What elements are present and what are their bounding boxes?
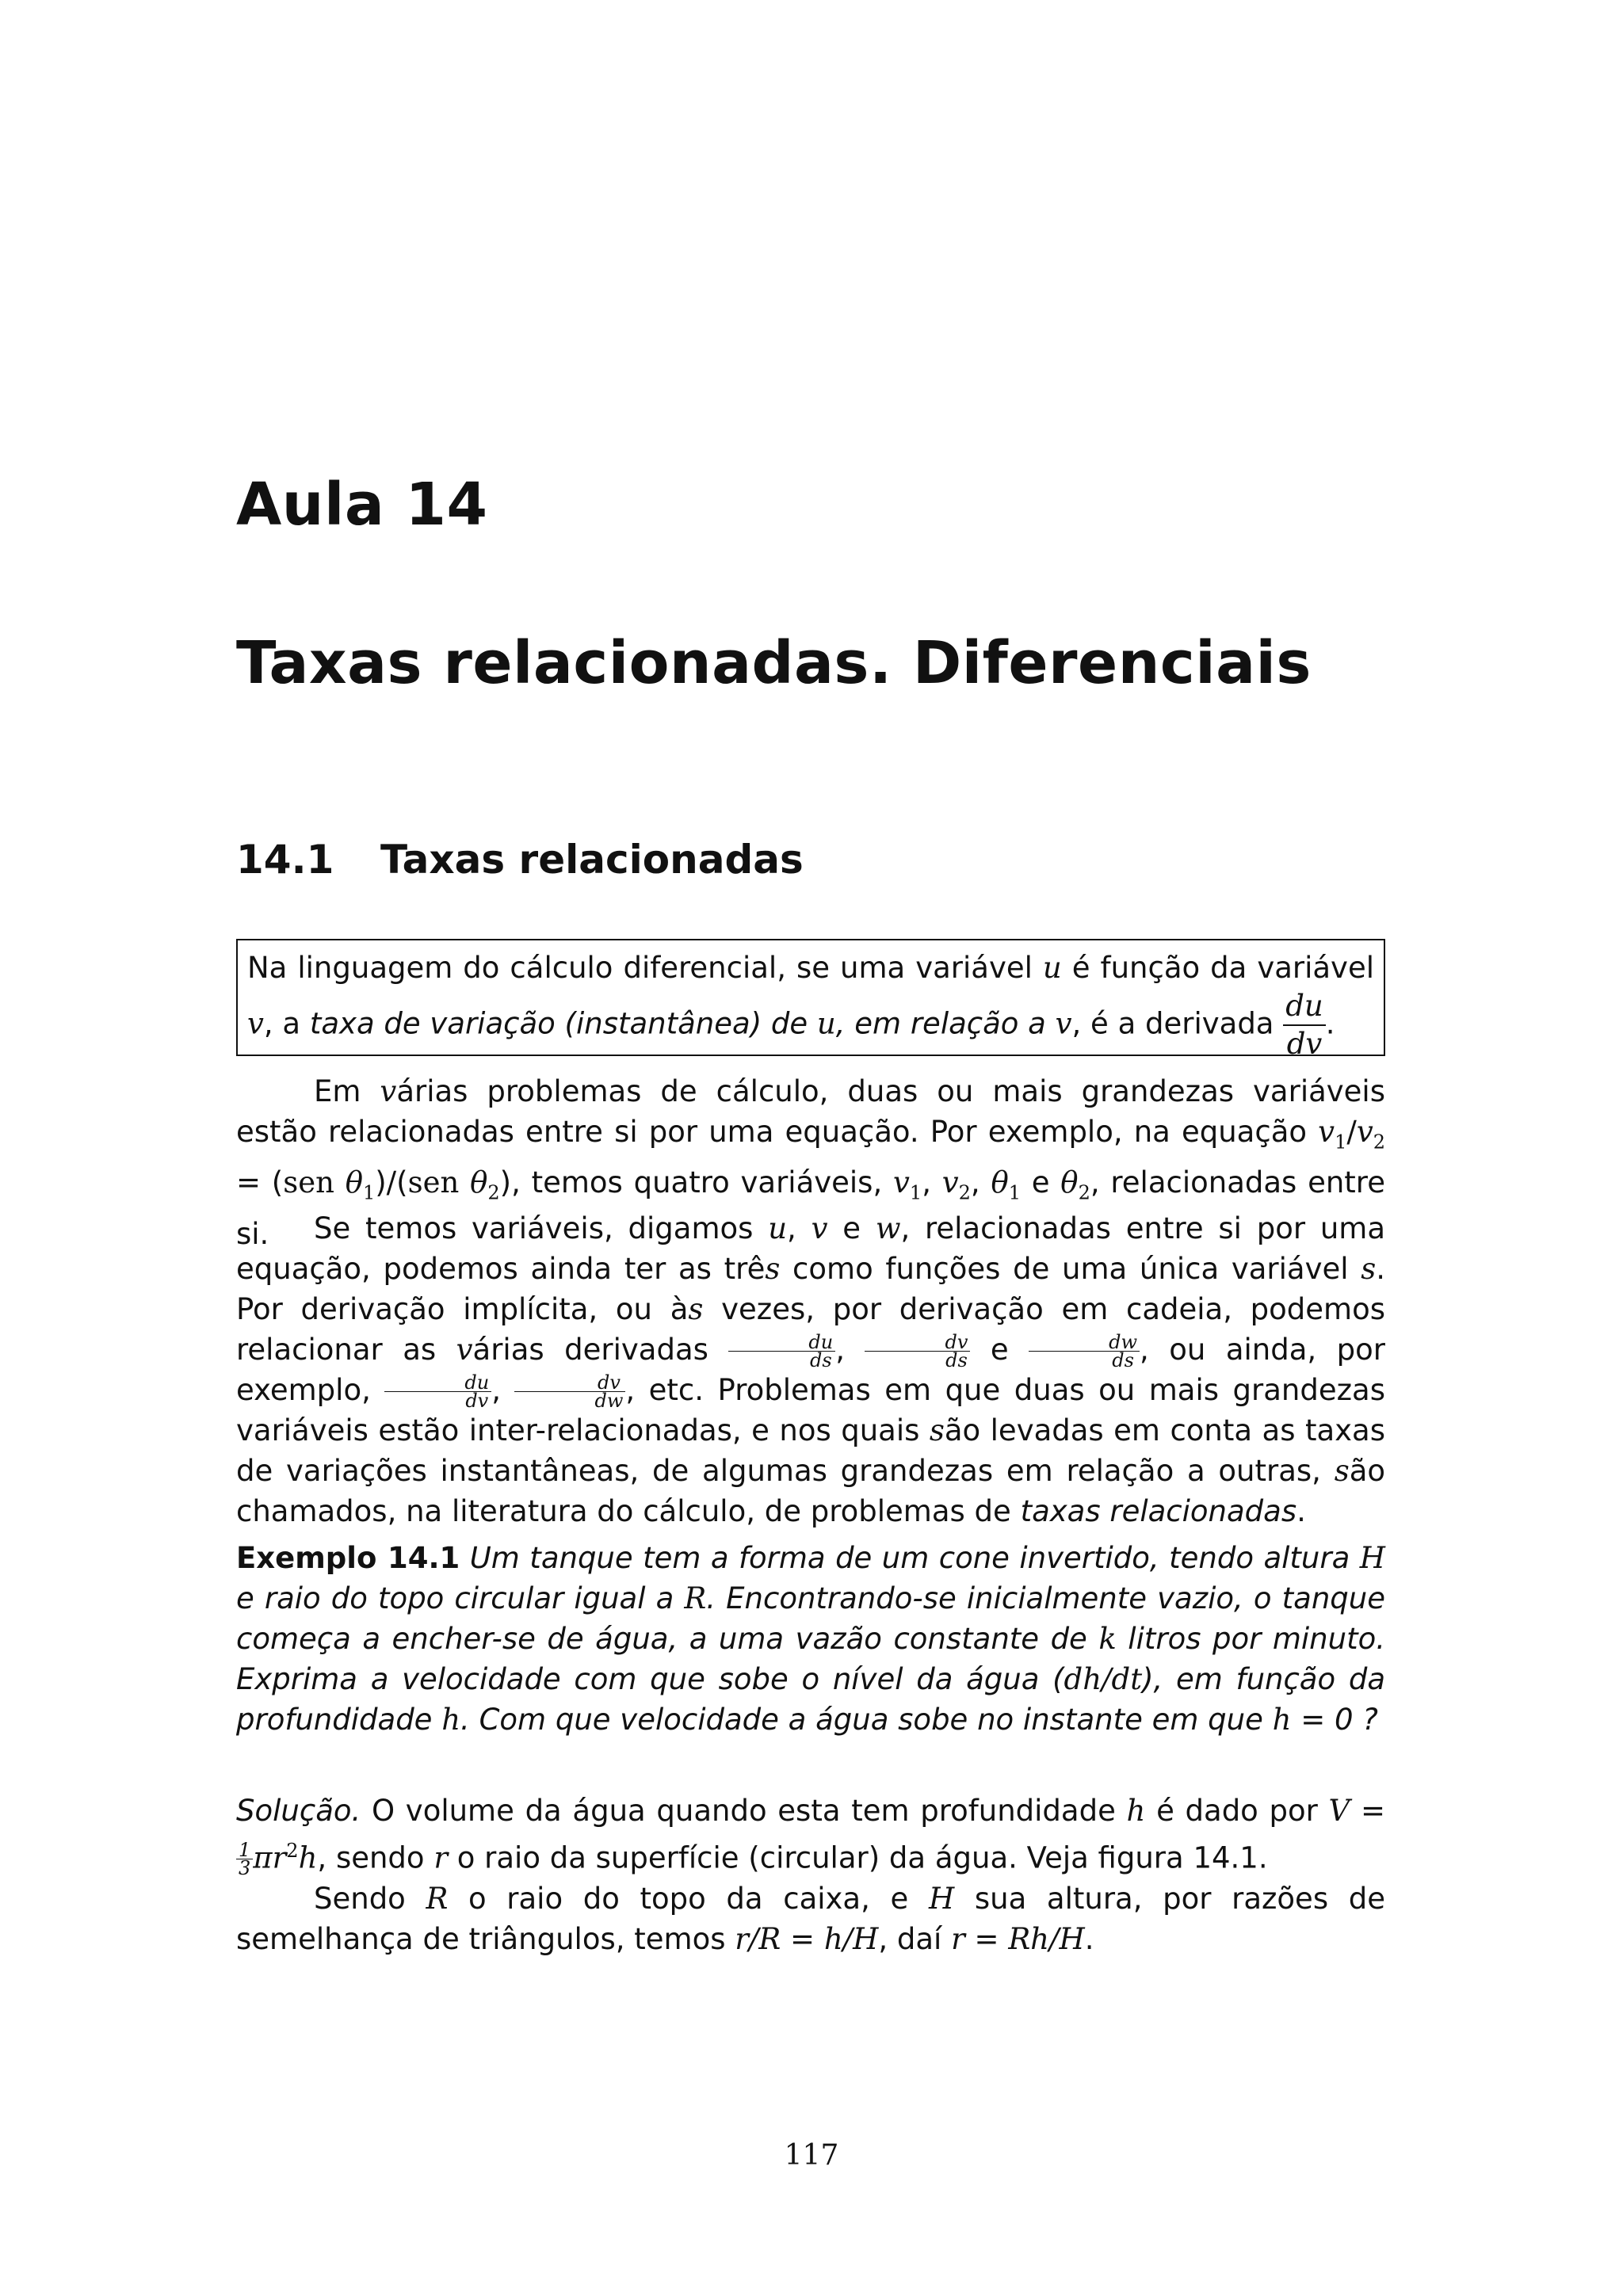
fraction: $\frac{1}{3}$ [236, 1841, 253, 1877]
section-title: Taxas relacionadas [380, 837, 804, 883]
fraction: $\frac{du}{dv}$ [1283, 988, 1326, 1062]
fraction: $\frac{du}{ds}$ [728, 1333, 835, 1369]
fraction: $\frac{dv}{dw}$ [514, 1374, 625, 1409]
section-number: 14.1 [236, 837, 334, 883]
paragraph-similar-triangles: Sendo R o raio do topo da caixa, e H sua altura, por razões de semelhança de triângulos, temos r/R = h/H, daí r = Rh/H. [236, 1882, 1385, 1956]
example-label: Exemplo 14.1 [236, 1541, 460, 1575]
paragraph-related-quantities: Em várias problemas de cálculo, duas ou mais grandezas variáveis estão relacionadas entre si por uma equação. Por exemplo, na equação $v_1/v_2 = (sen$ $\theta_1)/(sen$ $\theta_2$), temos quatro variáveis, $v_1$, $v_2$, $\theta_1$ e $\theta_2$, relacionadas entre si. [236, 1074, 1385, 1251]
page-number: 117 [784, 2139, 839, 2172]
chapter-label: Aula 14 [236, 471, 488, 539]
example-14-1: Exemplo 14.1 Um tanque tem a forma de um cone invertido, tendo altura H e raio do topo circular igual a R. Encontrando-se inicialmente vazio, o tanque começa a encher-se de água, a uma vazão constante de k litros por minuto. Exprima a velocidade com que sobe o nível da água (dh/dt), em função da profundidade h. Com que velocidade a água sobe no instante em que h = 0 ? [236, 1541, 1386, 1737]
solution-label: Solução. [236, 1794, 361, 1828]
fraction: $\frac{du}{dv}$ [384, 1374, 491, 1409]
chapter-title: Taxas relacionadas. Diferenciais [236, 629, 1312, 697]
paragraph-implicit-derivation: Se temos variáveis, digamos u, v e w, relacionadas entre si por uma equação, podemos ainda ter as três como funções de uma única variável s. Por derivação implícita, ou às vezes, por derivação em cadeia, podemos relacionar as várias derivadas $\frac{du}{ds}$ , $\frac{dv}{ds}$ e $\frac{dw}{ds}$ , ou ainda, por exemplo, $\frac{du}{dv}$ , $\frac{dv}{dw}$ , etc. Problemas em que duas ou mais grandezas variáveis estão inter-relacionadas, e nos quais são levadas em conta as taxas de variações instantâneas, de algumas grandezas em relação a outras, são chamados, na literatura do cálculo, de problemas de taxas relacionadas. [236, 1211, 1386, 1528]
solution-paragraph: Solução. O volume da água quando esta tem profundidade h é dado por V = $\frac{1}{3}$ $\pi r^2h$, sendo r o raio da superfície (circular) da água. Veja figura 14.1. [236, 1794, 1385, 1880]
fraction: $\frac{dw}{ds}$ [1029, 1333, 1140, 1369]
definition-text: Na linguagem do cálculo diferencial, se uma variável u é função da variável v, a taxa de variação (instantânea) de u, em relação a v, é a derivada $\frac{du}{dv}$ . [247, 951, 1374, 1061]
fraction: $\frac{dv}{ds}$ [865, 1333, 970, 1369]
section-heading [236, 837, 804, 883]
definition-box [236, 939, 1385, 1061]
